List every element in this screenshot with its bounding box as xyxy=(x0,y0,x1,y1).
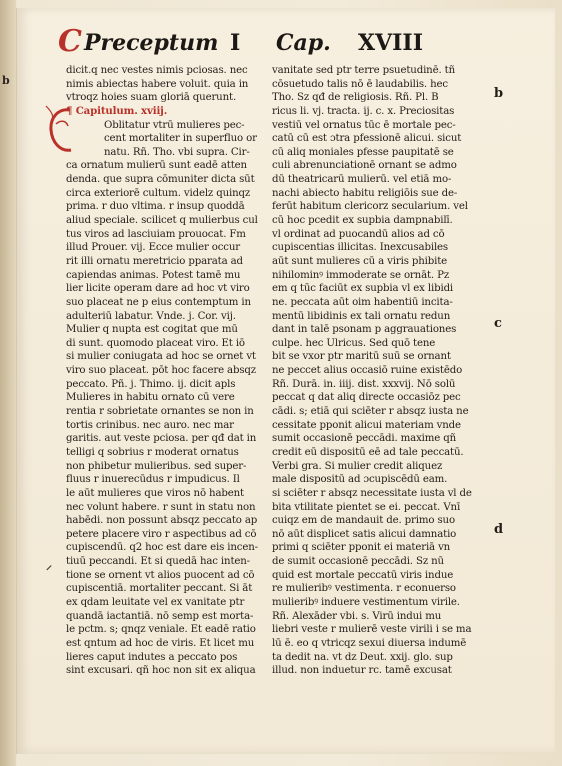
text-line: dicit.q nec vestes nimis pciosas. nec xyxy=(66,65,248,76)
text-line: ne peccet alius occasiō ruine existēdo xyxy=(272,365,463,377)
running-header xyxy=(58,24,478,64)
text-line: ca ornatum mulierū sunt eadē atten xyxy=(66,160,247,172)
text-line: em q tūc faciūt ex supbia vl ex libidi xyxy=(272,283,454,295)
header-roman-numeral: I xyxy=(230,30,241,56)
text-line: peccat q dat aliq directe occasiōz pec xyxy=(272,392,461,404)
text-line: adulteriū labatur. Vnde. j. Cor. vij. xyxy=(66,310,236,322)
text-line: lieres caput indutes a peccato pos xyxy=(66,651,238,663)
text-line: rentia r sobrietate ornantes se non in xyxy=(66,406,254,418)
text-line: Oblitatur vtrū mulieres pec- xyxy=(104,119,245,131)
text-line: aliud speciale. scilicet q mulierbus cul xyxy=(66,215,258,227)
text-line: vtroqz hoies suam gloriā querunt. xyxy=(66,92,237,104)
text-line: lier licite operam dare ad hoc vt viro xyxy=(66,283,250,295)
text-line: si sciēter r absqz necessitate iusta vl de xyxy=(272,487,472,499)
margin-letter-b: b xyxy=(494,86,504,101)
text-line: Mulier q nupta est cogitat que mū xyxy=(66,324,238,336)
text-line: Mulieres in habitu ornato cū vere xyxy=(66,392,235,404)
header-cap: Cap. xyxy=(276,30,331,56)
text-line: natu. Rñ. Tho. vbi supra. Cir- xyxy=(104,146,250,158)
text-line: Rñ. Alexāder vbi. s. Virū indui mu xyxy=(272,610,442,622)
adjacent-page-edge xyxy=(0,0,16,766)
text-line: Tho. Sz qđ de religiosis. Rñ. Pl. B xyxy=(272,92,439,104)
text-line: ferūt habitum clericorz secularium. vel xyxy=(272,201,468,213)
text-line: garitis. aut veste pciosa. per qđ dat in xyxy=(66,433,257,445)
text-line: cādi. s; etiā qui sciēter r absqz iusta ne xyxy=(272,406,469,418)
text-line: capiendas animas. Potest tamē mu xyxy=(66,269,241,281)
text-line: circa exteriorē cultum. videlz quinqz xyxy=(66,187,251,199)
text-line: bit se vxor ptr maritū suū se ornant xyxy=(272,351,451,363)
text-line: culi abrenunciationē ornant se admo xyxy=(272,160,457,172)
text-line: nō aūt displicet satis alicui damnatio xyxy=(272,528,457,540)
text-line: vanitate sed ptr terre psuetudinē. tñ xyxy=(272,65,455,76)
text-line: fluus r inuerecūdus r impudicus. Il xyxy=(66,474,240,486)
text-line: le aūt mulieres que viros nō habent xyxy=(66,487,244,499)
text-line: vl ordinat ad puocandū alios ad cō xyxy=(272,228,445,240)
text-line: denda. que supra cōmuniter dicta sūt xyxy=(66,174,255,186)
text-line: tione se ornent vt alios puocent ad cō xyxy=(66,569,255,581)
text-line: ¶ Capitulum. xviij. xyxy=(66,104,168,117)
text-line: dant in talē psonam p aggrauationes xyxy=(272,324,457,336)
text-line: si mulier coniugata ad hoc se ornet vt xyxy=(66,351,256,363)
text-line: illud Prouer. vij. Ecce mulier occur xyxy=(66,242,240,254)
text-line: prima. r duo vltima. r insup quoddā xyxy=(66,201,245,213)
text-line: vestiū vel ornatus tūc ē mortale pec- xyxy=(272,119,456,131)
text-line: male dispositū ad ɔcupiscēdū eam. xyxy=(272,474,448,486)
text-line: illud. non induetur rc. tamē excusat xyxy=(272,665,452,677)
text-line: cōsuetudo talis nō ē laudabilis. hec xyxy=(272,78,448,90)
text-line: cupiscendū. q2 hoc est dare eis incen- xyxy=(66,542,258,554)
text-line: ex qdam leuitate vel ex vanitate ptr xyxy=(66,596,245,608)
adjacent-page-mark: b xyxy=(2,74,10,87)
text-line: sumit occasionē peccādi. maxime qñ xyxy=(272,433,457,445)
text-line: ricus li. vj. tracta. ij. c. x. Preciositas xyxy=(272,105,455,117)
text-line: catū cū est ɔtra pfessionē alicui. sicut xyxy=(272,133,462,145)
header-rubric-initial: C xyxy=(58,24,82,59)
margin-letter-c: c xyxy=(494,316,502,331)
text-line: nec volunt habere. r sunt in statu non xyxy=(66,501,256,513)
text-line: culpe. hec Ulricus. Sed quō tene xyxy=(272,337,436,349)
text-line: liebri veste r mulierē veste virili i se ma xyxy=(272,624,472,636)
text-line: nihilominꝰ immoderate se ornāt. Pz xyxy=(272,269,450,281)
text-line: cessitate pponit alicui materiam vnde xyxy=(272,419,461,431)
text-line: quid est mortale peccatū viris indue xyxy=(272,569,454,581)
text-line: non phibetur mulieribus. sed super- xyxy=(66,460,247,472)
text-line: cū aliq moniales pfesse paupitatē se xyxy=(272,146,454,158)
text-line: quandā iactantiā. nō semp est morta- xyxy=(66,610,254,622)
text-line: telligi q sobrius r moderat ornatus xyxy=(66,446,239,458)
text-line: petere placere viro r aspectibus ad cō xyxy=(66,528,257,540)
text-line: lū ē. eo q vtricqz sexui diuersa indumē xyxy=(272,637,467,649)
text-line: suo placeat ne p eius contemptum in xyxy=(66,296,251,308)
text-line: bita vtilitate pientet se ei. peccat. Vnī xyxy=(272,501,461,513)
text-line: le pctm. s; qnqz veniale. Et eadē ratio xyxy=(66,624,256,636)
text-line: cupiscentias illicitas. Inexcusabiles xyxy=(272,242,449,254)
text-line: cū hoc pcedit ex supbia dampnabilī. xyxy=(272,215,453,227)
margin-letter-d: d xyxy=(494,522,504,537)
text-line: tus viros ad lasciuiam prouocat. Fm xyxy=(66,228,246,240)
text-line: primi q sciēter pponit ei materiā vn xyxy=(272,542,451,554)
text-line: tortis crinibus. nec auro. nec mar xyxy=(66,419,234,431)
text-line: di sunt. quomodo placeat viro. Et iō xyxy=(66,337,245,349)
text-line: re mulieribꝰ vestimenta. r econuerso xyxy=(272,583,456,595)
text-line: aūt sunt mulieres cū a viris phibite xyxy=(272,255,448,267)
text-line: sint excusari. qñ hoc non sit ex aliqua xyxy=(66,665,256,677)
text-line: viro suo placeat. pōt hoc facere absqz xyxy=(66,365,257,377)
text-line: mentū libidinis ex tali ornatu redun xyxy=(272,310,451,322)
text-line: credit eū dispositū eē ad tale peccatū. xyxy=(272,446,464,458)
text-line: rit illi ornatu meretricio pparata ad xyxy=(66,255,243,267)
header-preceptum: Preceptum xyxy=(84,30,219,56)
text-line: tiuū peccandi. Et si quedā hac inten- xyxy=(66,556,250,568)
text-line: est qntum ad hoc de viris. Et licet mu xyxy=(66,637,255,649)
text-line: nimis abiectas habere voluit. quia in xyxy=(66,78,249,90)
text-line: ne. peccata aūt oim habentiū incita- xyxy=(272,296,453,308)
text-line: de sumit occasionē peccādi. Sz nū xyxy=(272,556,444,568)
text-line: nachi abiecto habitu religiōis sue de- xyxy=(272,187,458,199)
text-line: Verbi gra. Si mulier credit aliquez xyxy=(272,460,443,472)
margin-annotation-mark: ⸝ xyxy=(46,558,53,572)
header-chapter-number: XVIII xyxy=(358,30,424,56)
text-line: mulieribꝰ induere vestimentum virile. xyxy=(272,596,460,608)
text-line: ta dedit na. vt dz Deut. xxij. glo. sup xyxy=(272,651,453,663)
text-line: cuiqz em de mandauit de. primo suo xyxy=(272,515,455,527)
text-line: cent mortaliter in superfluo or xyxy=(104,133,257,145)
text-line: Rñ. Durā. in. iiij. dist. xxxvij. Nō solū xyxy=(272,378,456,390)
text-line: dū theatricarū mulierū. vel etiā mo- xyxy=(272,174,452,186)
text-line: habēdi. non possunt absqz peccato ap xyxy=(66,515,258,527)
right-text-column xyxy=(272,64,484,678)
text-line: peccato. Pñ. j. Thimo. ij. dicit apls xyxy=(66,378,236,390)
text-line: cupiscentiā. mortaliter peccant. Si āt xyxy=(66,583,253,595)
left-text-column xyxy=(66,64,266,678)
